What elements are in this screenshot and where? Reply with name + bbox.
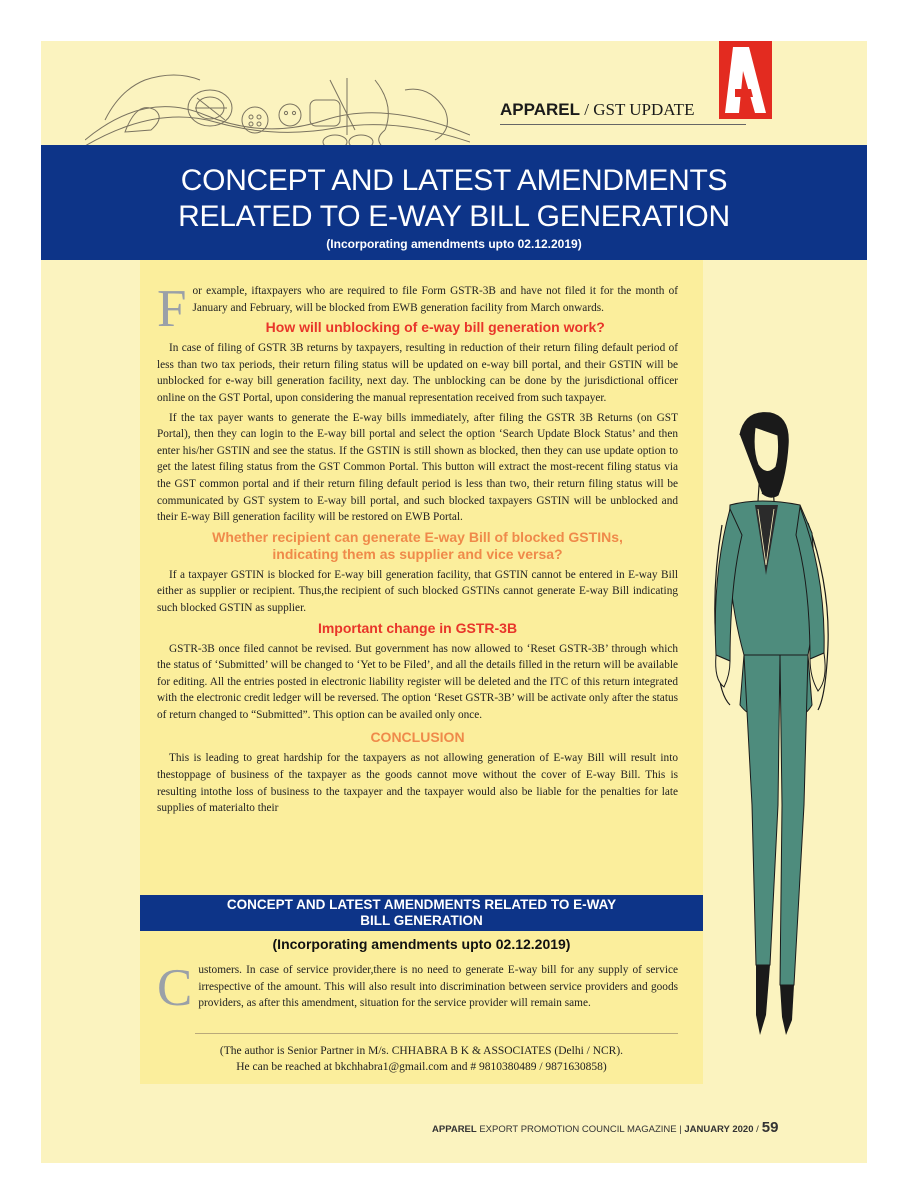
footer-brand: APPAREL xyxy=(432,1124,477,1135)
heading-conclusion: CONCLUSION xyxy=(370,729,465,746)
title-line-1: CONCEPT AND LATEST AMENDMENTS xyxy=(180,164,728,197)
heading-recipient-line-1: Whether recipient can generate E-way Bill of blocked GSTINs, xyxy=(212,528,623,545)
summary-title-line-2: BILL GENERATION xyxy=(360,913,483,928)
footer-slash: / xyxy=(753,1124,759,1135)
author-line-2: He can be reached at bkchhabra1@gmail.com and # 9810380489 / 9871630858) xyxy=(236,1061,607,1073)
page-title xyxy=(41,163,867,235)
apparel-logo xyxy=(719,41,772,119)
page-number: 59 xyxy=(761,1119,779,1136)
summary-body xyxy=(157,959,678,1017)
heading-unblocking: How will unblocking of e-way bill generation work? xyxy=(265,319,605,336)
paragraph-5: This is leading to great hardship for the taxpayers as not allowing generation of E-way Bill will result into thestoppage of business of the taxpayer as the goods cannot move without the cover of E-way Bill. This is resulting intothe loss of business to the taxpayer and the taxpayer would also be liable for the penalties for late supplies of materialto their xyxy=(157,752,678,815)
page-footer xyxy=(432,1119,778,1136)
heading-recipient-line-2: indicating them as supplier and vice versa? xyxy=(272,545,563,562)
author-divider xyxy=(195,1033,678,1034)
summary-box-title xyxy=(140,895,703,931)
section-separator: / xyxy=(579,100,594,119)
section-label xyxy=(500,100,694,120)
article-body xyxy=(157,280,678,820)
summary-dropcap: C xyxy=(157,959,193,1017)
sewing-tools-sketch xyxy=(85,60,470,150)
footer-separator: | xyxy=(679,1124,682,1135)
summary-paragraph xyxy=(157,959,678,1017)
summary-text: ustomers. In case of service provider,there is no need to generate E-way bill for any supply of service irrespective of the amount. This will also result into discrimination between service providers and goods providers, as after this amendment, situation for the service provider will remain same. xyxy=(198,964,678,1010)
section-brand: APPAREL xyxy=(500,100,580,119)
intro-text: or example, iftaxpayers who are required to file Form GSTR-3B and have not filed it for the month of January and February, will be blocked from EWB generation facility from March onwards. xyxy=(192,285,678,314)
summary-box-subtitle: (Incorporating amendments upto 02.12.2019) xyxy=(272,936,571,952)
paragraph-4: GSTR-3B once filed cannot be revised. But government has now allowed to ‘Reset GSTR-3B’ through which the status of ‘Submitted’ will be changed to ‘Yet to be Filed’, and all the details filled in the return will be available for editing. All the entries posted in electronic liability register will be deleted and the ITC of this return integrated with the electronic credit ledger will be reversed. The option ‘Reset GSTR-3B’ will be activate only after the status of return changed to “Submitted”. This option can be availed only once. xyxy=(157,642,678,721)
paragraph-1: In case of filing of GSTR 3B returns by taxpayers, resulting in reduction of their return filing default period of less than two tax periods, their return filing status will be updated on e-way bill portal, and their GSTIN will be unblocked for e-way bill generation facility, next day. The unblocking can be done by the jurisdictional officer online on the GST Portal, upon considering the manual representation received from such taxpayer. xyxy=(157,342,678,404)
intro-dropcap: F xyxy=(157,280,187,338)
fashion-figure-illustration xyxy=(700,405,850,1045)
title-line-2: RELATED TO E-WAY BILL GENERATION xyxy=(178,200,730,233)
paragraph-3: If a taxpayer GSTIN is blocked for E-way bill generation facility, that GSTIN cannot be entered in E-way Bill either as supplier or recipient. Thus,the recipient of such blocked GSTINs cannot generate E-way Bill indicating such blocked GSTIN as supplier. xyxy=(157,568,678,614)
heading-gstr3b: Important change in GSTR-3B xyxy=(317,619,518,636)
footer-date: JANUARY 2020 xyxy=(681,1124,754,1135)
paragraph-2: If the tax payer wants to generate the E-way bills immediately, after filing the GSTR 3B Returns (on GST Portal), then they can login to the E-way bill portal and select the option ‘Search Update Block Status’ and then enter his/her GSTIN and see the status. If the GSTIN is still shown as blocked, then they can use update option to get the latest filing status from the GST Common Portal. This button will extract the most-recent filing status via the GST common portal and if their return filing default period is less than two, their return filing status will be communicated by GST system to E-way bill portal, and such blocked taxpayers GSTIN will be unblocked and their E-way Bill generation facility will be restored on EWB Portal. xyxy=(157,411,678,524)
section-underline xyxy=(500,124,746,125)
title-banner xyxy=(41,145,867,260)
author-line-1: (The author is Senior Partner in M/s. CHHABRA B K & ASSOCIATES (Delhi / NCR). xyxy=(219,1045,624,1057)
author-note xyxy=(140,1043,703,1075)
summary-title-line-1: CONCEPT AND LATEST AMENDMENTS RELATED TO E-WAY xyxy=(226,897,617,912)
section-name: GST UPDATE xyxy=(593,100,695,119)
title-subtitle: (Incorporating amendments upto 02.12.2019) xyxy=(326,237,582,251)
heading-recipient xyxy=(157,529,678,563)
footer-magazine: EXPORT PROMOTION COUNCIL MAGAZINE xyxy=(476,1124,680,1135)
